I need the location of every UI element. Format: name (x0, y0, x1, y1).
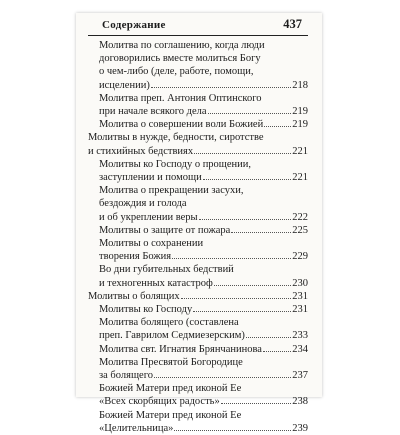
toc-page-number: 229 (292, 251, 308, 263)
toc-entry-text: Молитвы ко Господу о прощении, (99, 158, 252, 170)
toc-entry-text: о чем-либо (деле, работе, помощи, (99, 66, 254, 78)
dot-leader (246, 337, 291, 338)
toc-entry-last-line (99, 303, 308, 316)
dot-leader (174, 430, 291, 431)
toc-page-number: 239 (292, 422, 308, 434)
toc-page-number: 222 (292, 211, 308, 223)
toc-entry (88, 382, 308, 408)
page-number: 437 (283, 17, 302, 31)
toc-entry (88, 158, 308, 184)
dot-leader (172, 258, 291, 259)
toc-entry-text: Молитвы о сохранении (99, 238, 204, 250)
dot-leader (264, 126, 291, 127)
toc-entry-text: Молитва преп. Антония Оптинского (99, 92, 262, 104)
toc-page-number: 221 (292, 172, 308, 184)
toc-entry-text: Молитва о совершении воли Божией (99, 119, 264, 131)
toc-page-number: 225 (292, 224, 308, 236)
toc-entry-text: бездождия и голода (99, 198, 187, 210)
toc-page-number: 231 (292, 290, 308, 302)
toc-entry (88, 224, 308, 237)
toc-entry (88, 39, 308, 92)
toc-entry-last-line (88, 145, 308, 158)
toc-page-number: 221 (292, 145, 308, 157)
dot-leader (151, 87, 291, 88)
toc-entry-text: и об укреплении веры (99, 211, 198, 223)
toc-entry-text: Во дни губительных бедствий (99, 264, 234, 276)
dot-leader (193, 311, 291, 312)
dot-leader (214, 285, 291, 286)
toc-entry-last-line (99, 171, 308, 184)
page-content (88, 17, 308, 435)
dot-leader (203, 179, 292, 180)
toc-entry-text: договорились вместе молиться Богу (99, 53, 261, 65)
toc-page-number: 234 (292, 343, 308, 355)
toc-page-number: 230 (292, 277, 308, 289)
toc-page-number: 219 (292, 119, 308, 131)
toc-entry-text: творения Божия (99, 251, 172, 263)
toc-entry-last-line (99, 211, 308, 224)
toc-entry-text: Молитвы о болящих (88, 290, 180, 302)
toc-section-entry (88, 290, 308, 303)
toc-entry (88, 263, 308, 289)
toc-page-number: 231 (292, 304, 308, 316)
dot-leader (154, 377, 291, 378)
toc-entry-text: преп. Гаврилом Седмиезерским) (99, 330, 245, 342)
toc-entry-text: Молитва свт. Игнатия Брянчанинова (99, 343, 262, 355)
toc-page-number: 238 (292, 396, 308, 408)
toc-section-entry (88, 131, 308, 157)
table-of-contents (88, 39, 308, 435)
toc-entry-text: Молитвы в нужде, бедности, сиротстве (88, 132, 264, 144)
toc-entry (88, 92, 308, 118)
toc-entry-text: Молитва по соглашению, когда люди (99, 40, 265, 51)
dot-leader (181, 298, 292, 299)
toc-entry-last-line (99, 277, 308, 290)
toc-entry-last-line (99, 105, 308, 118)
toc-entry-last-line (99, 395, 308, 408)
toc-entry-last-line (99, 118, 308, 131)
book-page (76, 13, 322, 434)
toc-entry-text: Божией Матери пред иконой Ее (99, 383, 242, 395)
toc-page-number: 233 (292, 330, 308, 342)
toc-entry (88, 343, 308, 356)
toc-page-number: 219 (292, 106, 308, 118)
toc-entry (88, 303, 308, 316)
toc-entry-text: при начале всякого дела (99, 106, 207, 118)
toc-entry-last-line (99, 79, 308, 92)
header-title: Содержание (102, 19, 166, 31)
toc-entry-last-line (99, 250, 308, 263)
toc-entry-last-line (99, 329, 308, 342)
toc-entry-text: заступлении и помощи (99, 172, 202, 184)
toc-entry (88, 184, 308, 224)
toc-entry-text: и стихийных бедствиях (88, 145, 194, 157)
dot-leader (208, 113, 292, 114)
toc-entry (88, 237, 308, 263)
toc-entry-last-line (99, 224, 308, 237)
dot-leader (263, 351, 291, 352)
toc-entry-text: Молитвы о защите от пожара (99, 224, 231, 236)
toc-entry-text: «Всех скорбящих радость» (99, 396, 220, 408)
dot-leader (231, 232, 291, 233)
toc-entry (88, 409, 308, 435)
toc-entry-text: Молитва о прекращении засухи, (99, 185, 244, 197)
toc-entry-text: исцелении) (99, 79, 150, 91)
toc-entry-text: Молитва Пресвятой Богородице (99, 356, 243, 368)
toc-entry-last-line (99, 422, 308, 435)
toc-page-number: 237 (292, 370, 308, 382)
toc-entry (88, 316, 308, 342)
dot-leader (194, 153, 291, 154)
toc-entry-text: Молитва болящего (составлена (99, 317, 239, 329)
toc-entry-last-line (99, 343, 308, 356)
toc-entry-last-line (88, 290, 308, 303)
toc-entry-text: Молитвы ко Господу (99, 304, 193, 316)
dot-leader (221, 403, 292, 404)
toc-entry-text: Божией Матери пред иконой Ее (99, 409, 242, 421)
toc-entry-text: «Целительница» (99, 422, 174, 434)
toc-entry (88, 118, 308, 131)
toc-entry (88, 356, 308, 382)
toc-page-number: 218 (292, 79, 308, 91)
running-header (88, 17, 308, 36)
toc-entry-text: за болящего (99, 370, 153, 382)
toc-entry-text: и техногенных катастроф (99, 277, 213, 289)
toc-entry-last-line (99, 369, 308, 382)
dot-leader (199, 219, 292, 220)
